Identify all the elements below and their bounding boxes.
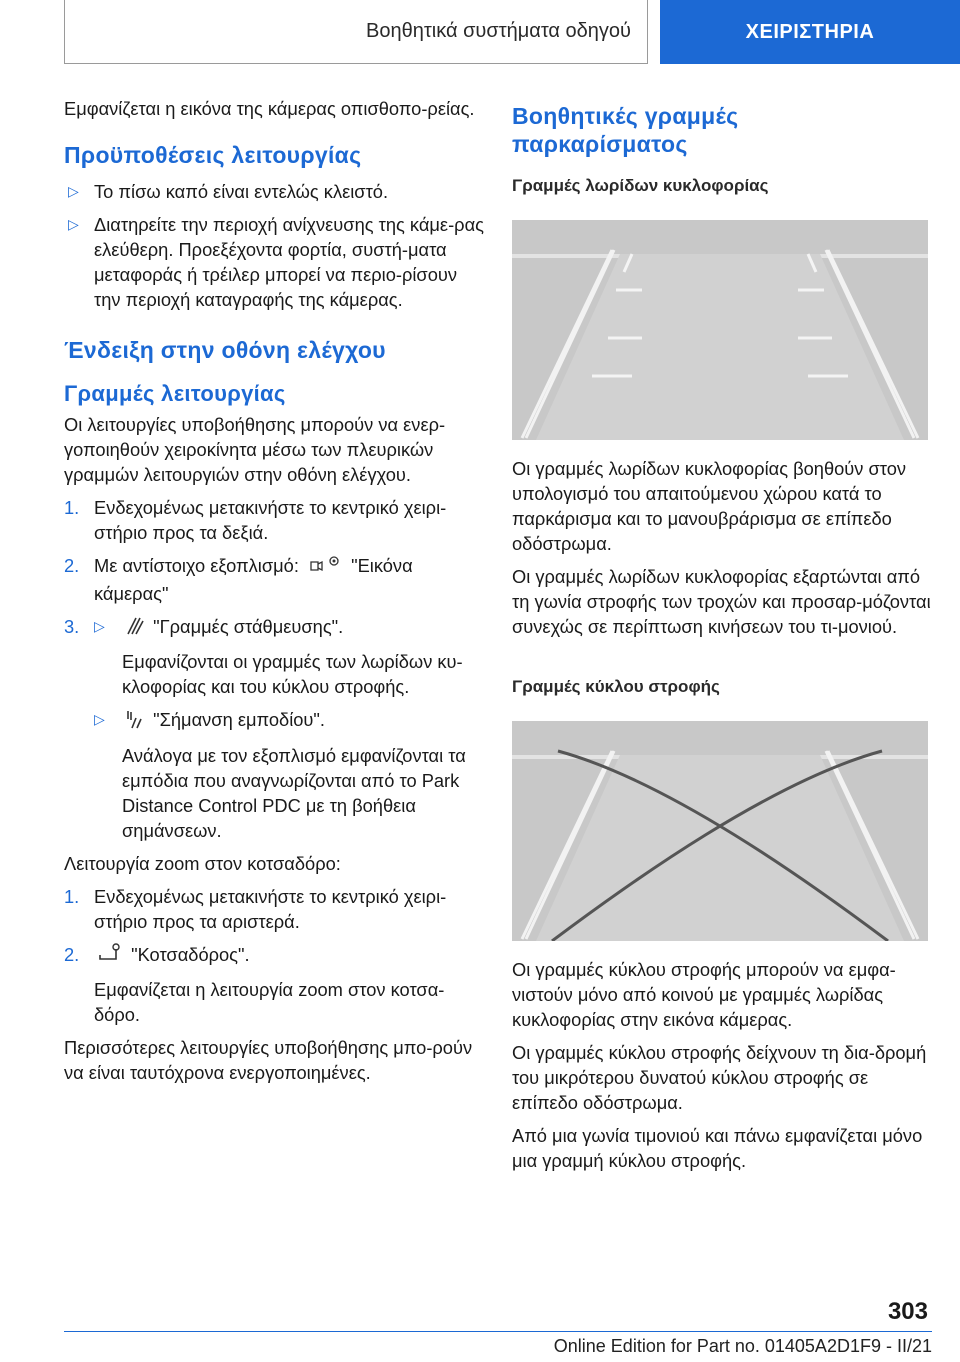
triangle-right-icon: ▷ bbox=[94, 618, 105, 635]
tow-hitch-icon bbox=[98, 943, 122, 969]
zoom-description: Εμφανίζεται η λειτουργία zoom στον κοτσα-δόρο. bbox=[94, 978, 445, 1025]
chapter-tab: ΧΕΙΡΙΣΤΗΡΙΑ bbox=[660, 0, 960, 64]
zoom-intro: Λειτουργία zoom στον κοτσαδόρο: bbox=[64, 852, 341, 874]
step-3: 3. ▷ "Γραμμές στάθμευσης". bbox=[64, 614, 484, 641]
heading-display: Ένδειξη στην οθόνη ελέγχου bbox=[64, 337, 386, 363]
list-item: ▷ Διατηρείτε την περιοχή ανίχνευσης της κάμε-ρας ελεύθερη. Προεξέχοντα φορτία, συστή-ματα μεταφοράς ή τρέιλερ μπορεί να περιο-ρίσουν την περιοχή καταγραφής της κάμερας. bbox=[64, 212, 484, 312]
page-number: 303 bbox=[887, 1298, 928, 1325]
step-3-description: Εμφανίζονται οι γραμμές των λωρίδων κυ-κλοφορίας και του κύκλου στροφής. bbox=[122, 651, 463, 698]
heading-function-lines: Γραμμές λειτουργίας bbox=[64, 381, 286, 406]
lane-paragraph-1: Οι γραμμές λωρίδων κυκλοφορίας βοηθούν στον υπολογισμό του απαιτούμενου χώρου κατά το παρκάρισμα και το μανουβράρισμα σε επίπεδο οδόστρωμα. bbox=[512, 458, 907, 554]
turn-paragraph-1: Οι γραμμές κύκλου στροφής μπορούν να εμφα-νιστούν μόνο από κοινού με γραμμές λωρίδας κυκλοφορίας στην εικόνα κάμερας. bbox=[512, 959, 896, 1030]
section-title: Βοηθητικά συστήματα οδηγού bbox=[64, 0, 648, 64]
heading-lane-lines: Γραμμές λωρίδων κυκλοφορίας bbox=[512, 176, 769, 195]
obstacle-description: Ανάλογα με τον εξοπλισμό εμφανίζονται τα εμπόδια που αναγνωρίζονται από το Park Distance Control PDC με τη βοήθεια σημάνσεων. bbox=[122, 744, 466, 841]
turn-paragraph-2: Οι γραμμές κύκλου στροφής δείχνουν τη δια-δρομή του μικρότερου δυνατού κύκλου στροφής σε επίπεδο οδόστρωμα. bbox=[512, 1042, 927, 1113]
triangle-right-icon: ▷ bbox=[68, 183, 79, 199]
obstacle-marking-icon bbox=[126, 709, 144, 735]
left-column bbox=[64, 96, 484, 1093]
lane-paragraph-2: Οι γραμμές λωρίδων κυκλοφορίας εξαρτώνται από τη γωνία στροφής των τροχών και προσαρ-μόζονται συνεχώς σε περίπτωση κινήσεων του τι-μονιού. bbox=[512, 566, 931, 637]
heading-turning-lines: Γραμμές κύκλου στροφής bbox=[512, 677, 720, 696]
obstacle-item: ▷ "Σήμανση εμποδίου". bbox=[64, 707, 484, 734]
heading-prerequisites: Προϋποθέσεις λειτουργίας bbox=[64, 142, 362, 168]
triangle-right-icon: ▷ bbox=[68, 216, 79, 232]
zoom-step-2: 2. "Κοτσαδόρος". bbox=[64, 942, 484, 969]
camera-settings-icon bbox=[308, 553, 342, 581]
turn-paragraph-3: Από μια γωνία τιμονιού και πάνω εμφανίζεται μόνο μια γραμμή κύκλου στροφής. bbox=[512, 1125, 923, 1171]
intro-text: Εμφανίζεται η εικόνα της κάμερας οπισθοπο-ρείας. bbox=[64, 98, 475, 119]
heading-parking-lines: Βοηθητικές γραμμές παρκαρίσματος bbox=[512, 103, 739, 157]
zoom-step-1: 1. Ενδεχομένως μετακινήστε το κεντρικό χειρι-στήριο προς τα αριστερά. bbox=[64, 885, 447, 932]
triangle-right-icon: ▷ bbox=[94, 711, 105, 728]
edition-note: Online Edition for Part no. 01405A2D1F9 - II/21 bbox=[553, 1336, 932, 1356]
parking-lines-icon bbox=[126, 615, 144, 641]
page-header bbox=[64, 0, 960, 64]
step-2: 2. Με αντίστοιχο εξοπλισμό: "Εικόνα κάμερας" bbox=[64, 555, 413, 605]
step-1: 1. Ενδεχομένως μετακινήστε το κεντρικό χειρι-στήριο προς τα δεξιά. bbox=[64, 497, 447, 543]
right-column bbox=[512, 96, 932, 1181]
lane-lines-figure bbox=[512, 220, 928, 440]
function-lines-intro: Οι λειτουργίες υποβοήθησης μπορούν να ενερ-γοποιηθούν χειροκίνητα μέσω των πλευρικών γραμμών λειτουργιών στην οθόνη ελέγχου. bbox=[64, 414, 446, 485]
list-item: ▷ Το πίσω καπό είναι εντελώς κλειστό. bbox=[64, 179, 484, 204]
footer-divider bbox=[64, 1331, 932, 1332]
outro-text: Περισσότερες λειτουργίες υποβοήθησης μπο-ρούν να είναι ταυτόχρονα ενεργοποιημένες. bbox=[64, 1036, 473, 1083]
turning-lines-figure bbox=[512, 721, 928, 941]
